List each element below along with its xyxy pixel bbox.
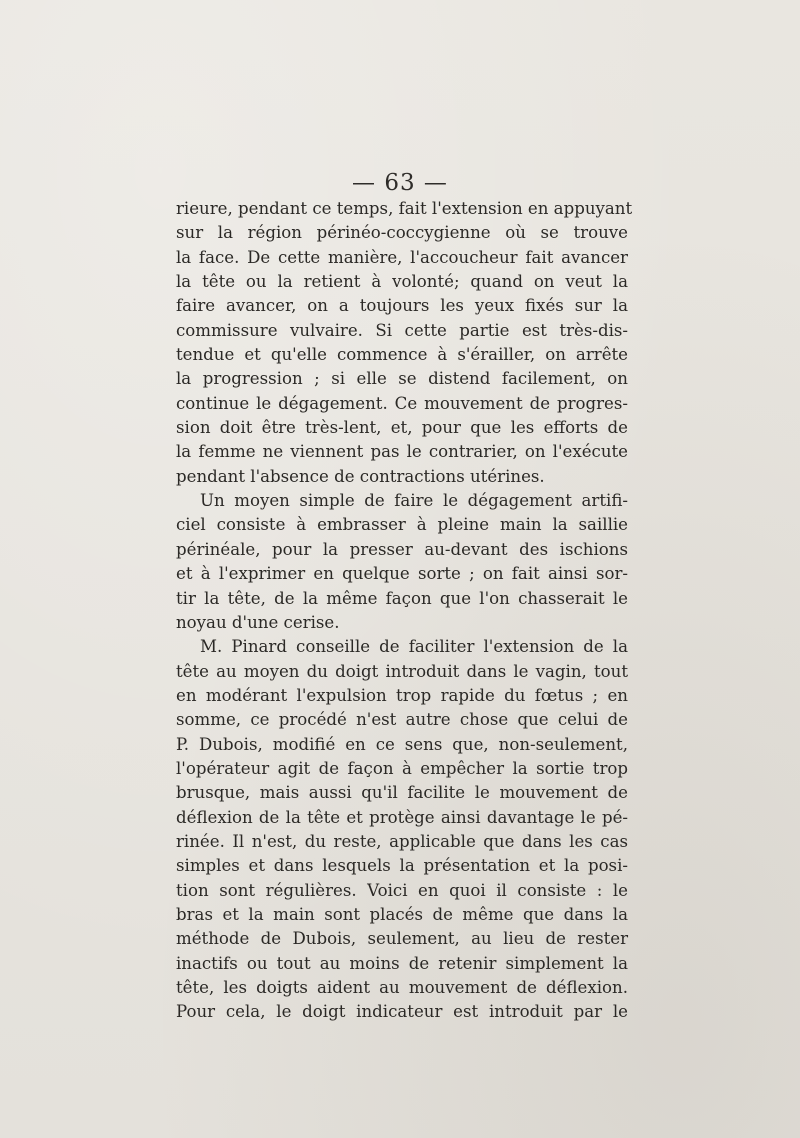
text-line: Pour cela, le doigt indicateur est introduit par le xyxy=(176,1002,628,1022)
text-line: sur la région périnéo-coccygienne où se trouve xyxy=(176,223,628,243)
text-line: la face. De cette manière, l'accoucheur fait avancer xyxy=(176,247,628,267)
text-line: méthode de Dubois, seulement, au lieu de rester xyxy=(176,929,628,949)
text-line: Un moyen simple de faire le dégagement artifi- xyxy=(200,491,628,511)
text-line: tendue et qu'elle commence à s'érailler, on arrête xyxy=(176,345,628,365)
text-line: somme, ce procédé n'est autre chose que celui de xyxy=(176,710,628,730)
text-line: inactifs ou tout au moins de retenir simplement la xyxy=(176,953,628,973)
text-line: la tête ou la retient à volonté; quand on veut la xyxy=(176,272,628,292)
text-line: tête, les doigts aident au mouvement de déflexion. xyxy=(176,978,628,997)
text-line: en modérant l'expulsion trop rapide du fœtus ; en xyxy=(176,685,628,705)
text-line: rieure, pendant ce temps, fait l'extension en appuyant xyxy=(176,199,633,218)
body-text xyxy=(176,197,633,1025)
text-line: ciel consiste à embrasser à pleine main la saillie xyxy=(176,515,628,535)
text-line: faire avancer, on a toujours les yeux fixés sur la xyxy=(176,296,628,316)
text-line: P. Dubois, modifié en ce sens que, non-seulement, xyxy=(176,734,628,754)
text-line: l'opérateur agit de façon à empêcher la sortie trop xyxy=(176,758,628,778)
text-line: simples et dans lesquels la présentation et la posi- xyxy=(176,856,628,876)
text-line: sion doit être très-lent, et, pour que les efforts de xyxy=(176,418,628,438)
text-line: noyau d'une cerise. xyxy=(176,612,340,632)
text-line: la progression ; si elle se distend facilement, on xyxy=(176,369,628,389)
text-line: déflexion de la tête et protège ainsi davantage le pé- xyxy=(176,807,628,827)
text-line: continue le dégagement. Ce mouvement de progres- xyxy=(176,393,628,413)
text-line: brusque, mais aussi qu'il facilite le mouvement de xyxy=(176,783,628,803)
text-line: M. Pinard conseille de faciliter l'extension de la xyxy=(200,637,628,657)
page-number: — 63 — xyxy=(352,170,448,196)
text-line: tion sont régulières. Voici en quoi il consiste : le xyxy=(176,880,628,900)
text-line: et à l'exprimer en quelque sorte ; on fait ainsi sor- xyxy=(176,564,628,584)
text-line: pendant l'absence de contractions utérines. xyxy=(176,466,545,486)
text-line: tête au moyen du doigt introduit dans le vagin, tout xyxy=(176,661,628,681)
text-line: rinée. Il n'est, du reste, applicable que dans les cas xyxy=(176,831,628,851)
text-line: périnéale, pour la presser au-devant des ischions xyxy=(176,539,628,559)
text-line: bras et la main sont placés de même que dans la xyxy=(176,904,628,924)
text-line: tir la tête, de la même façon que l'on chasserait le xyxy=(176,588,628,608)
text-line: commissure vulvaire. Si cette partie est très-dis- xyxy=(176,320,628,340)
text-line: la femme ne viennent pas le contrarier, on l'exécute xyxy=(176,442,628,462)
